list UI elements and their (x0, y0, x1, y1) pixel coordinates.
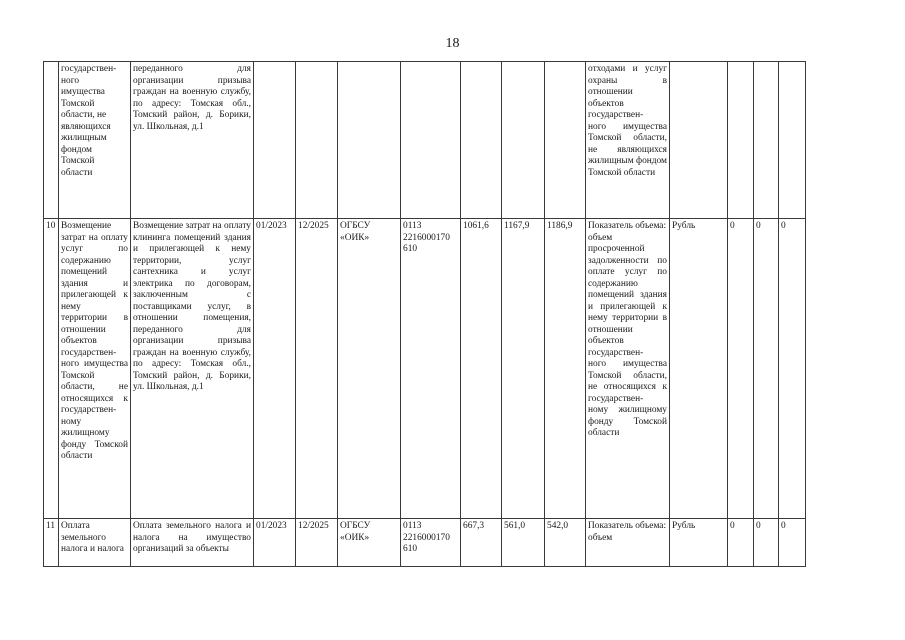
executor: ОГБСУ «ОИК» (338, 219, 401, 519)
measures-table (43, 61, 806, 567)
indicator-year-2: 0 (754, 519, 779, 567)
budget-code (401, 62, 461, 219)
unit: Рубль (670, 219, 728, 519)
page-number: 18 (445, 36, 460, 51)
unit (670, 62, 728, 219)
row-number (44, 62, 59, 219)
value-year-3: 542,0 (545, 519, 586, 567)
indicator-year-1 (728, 62, 754, 219)
row-number: 10 (44, 219, 59, 519)
indicator-year-3: 0 (779, 219, 806, 519)
executor: ОГБСУ «ОИК» (338, 519, 401, 567)
end-date (296, 62, 338, 219)
measure-description: переданного для организации призыва граждан на военную службу, по адресу: Томская обл., Томский район, д. Борики, ул. Школьная, д.1 (131, 62, 254, 219)
table-row (44, 62, 806, 219)
end-date: 12/2025 (296, 519, 338, 567)
table-row (44, 519, 806, 567)
value-year-2: 561,0 (502, 519, 545, 567)
value-year-1: 667,3 (461, 519, 502, 567)
value-year-1 (461, 62, 502, 219)
indicator-year-3 (779, 62, 806, 219)
measure-description: Возмещение затрат на оплату клининга помещений здания и прилегающей к нему территории, услуг сантехника и услуг электрика по договорам, заключенным с поставщиками услуг, в отношении помещения, переданного для организации призыва граждан на военную службу, по адресу: Томская обл., Томский район, д. Борики, ул. Школьная, д.1 (131, 219, 254, 519)
indicator-text: отходами и услуг охраны в отношении объектов государствен- ного имущества Томской области, не являющихся жилищным фондом Томской области (586, 62, 670, 219)
measure-name: государствен- ного имущества Томской области, не являющихся жилищным фондом Томской области (59, 62, 131, 219)
row-number: 11 (44, 519, 59, 567)
indicator-year-1: 0 (728, 219, 754, 519)
measure-name: Оплата земельного налога и налога (59, 519, 131, 567)
executor (338, 62, 401, 219)
indicator-year-2: 0 (754, 219, 779, 519)
budget-code: 0113 2216000170 610 (401, 519, 461, 567)
indicator-year-3: 0 (779, 519, 806, 567)
value-year-3: 1186,9 (545, 219, 586, 519)
start-date: 01/2023 (254, 519, 296, 567)
measure-description: Оплата земельного налога и налога на имущество организаций за объекты (131, 519, 254, 567)
indicator-year-1: 0 (728, 519, 754, 567)
unit: Рубль (670, 519, 728, 567)
value-year-2: 1167,9 (502, 219, 545, 519)
budget-code: 0113 2216000170 610 (401, 219, 461, 519)
value-year-1: 1061,6 (461, 219, 502, 519)
table-row (44, 219, 806, 519)
value-year-3 (545, 62, 586, 219)
indicator-text: Показатель объема: объем просроченной задолженности по оплате услуг по содержанию помещений здания и прилегающей к нему территории в отношении объектов государствен- ного имущества Томской области, не относящихся к государствен- ному жилищному фонду Томской области (586, 219, 670, 519)
start-date (254, 62, 296, 219)
value-year-2 (502, 62, 545, 219)
indicator-text: Показатель объема: объем (586, 519, 670, 567)
indicator-year-2 (754, 62, 779, 219)
end-date: 12/2025 (296, 219, 338, 519)
measure-name: Возмещение затрат на оплату услуг по содержанию помещений здания и прилегающей к нему территории в отношении объектов государствен- ного имущества Томской области, не относящихся к государствен- ному жилищному фонду Томской области (59, 219, 131, 519)
start-date: 01/2023 (254, 219, 296, 519)
